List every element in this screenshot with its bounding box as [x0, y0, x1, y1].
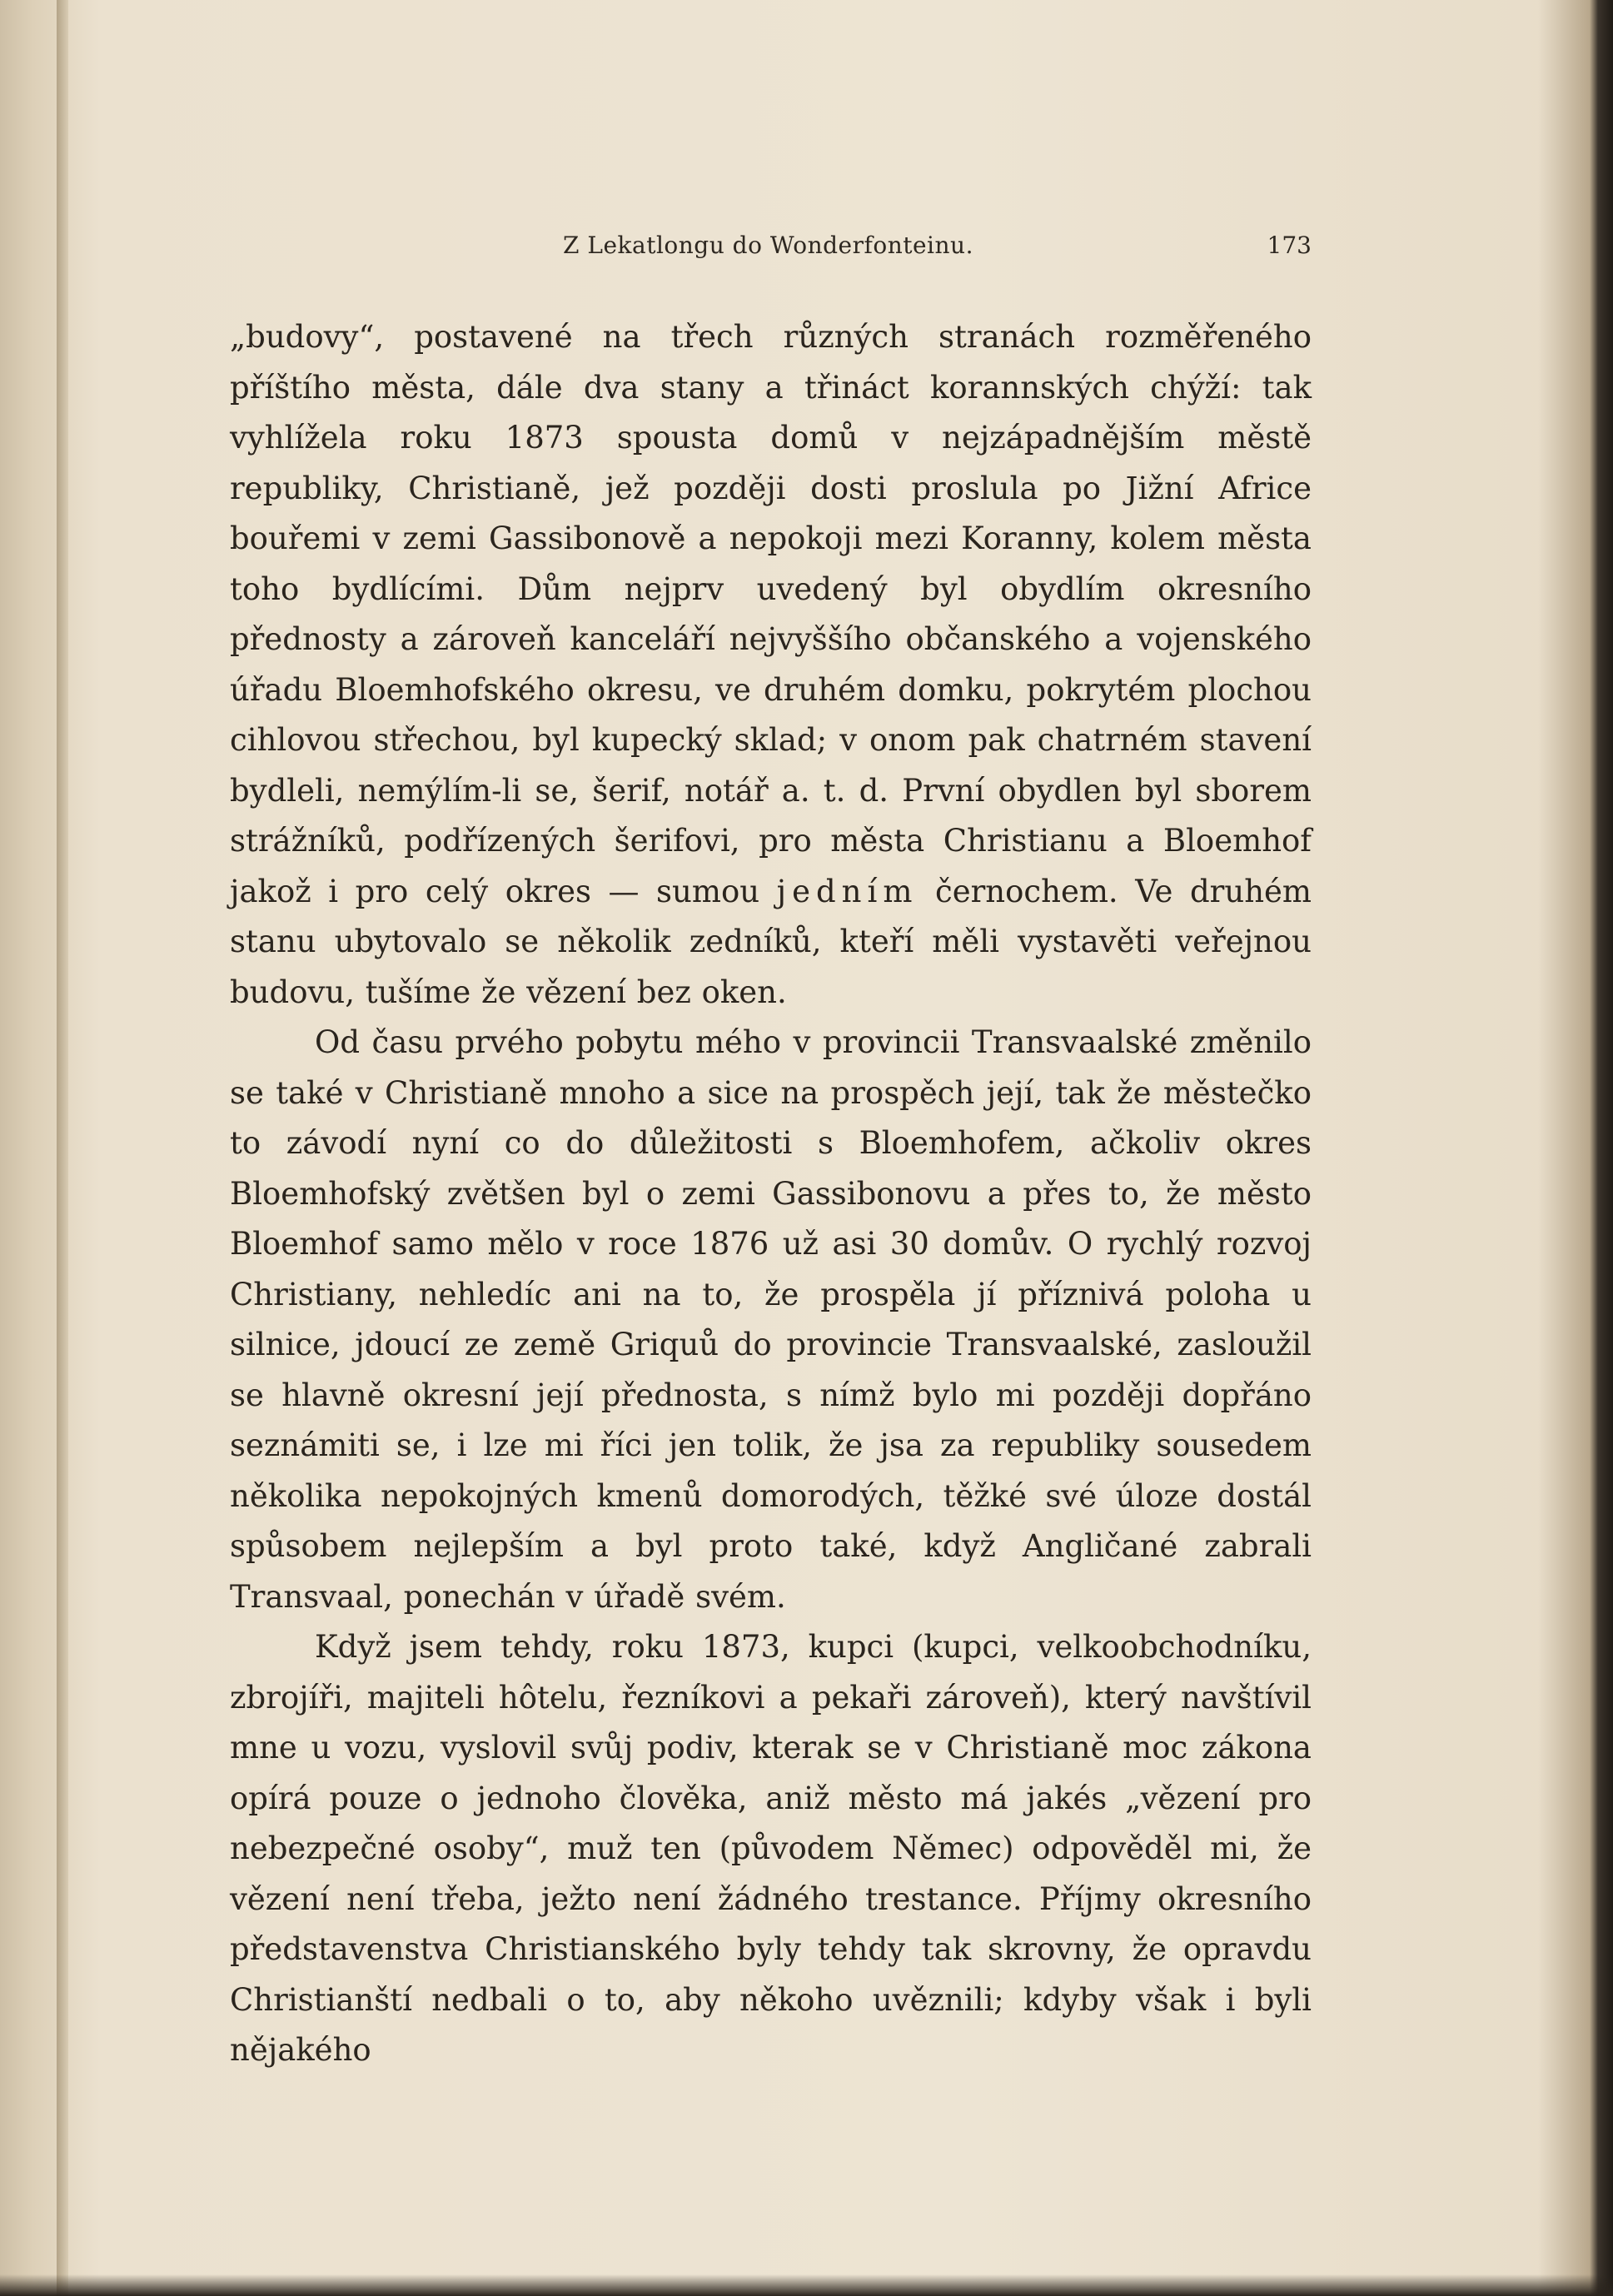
- body-text: [230, 312, 1312, 2076]
- paragraph-1: [230, 312, 1312, 1018]
- page-header: [225, 232, 1312, 265]
- page-edge-shadow: [1538, 0, 1613, 2296]
- paragraph-1-text-end: černochem. Ve druhém stanu ubytovalo se několik zedníků, kteří měli vystavěti veřejnou budovu, tušíme že vězení bez oken.: [230, 873, 1312, 1010]
- emphasized-word: jedním: [776, 873, 919, 909]
- paragraph-1-text: „budovy“, postavené na třech různých stranách rozměřeného příštího města, dále dva stany a třináct korannských chýží: tak vyhlížela roku 1873 spousta domů v nejzápadnějším městě republiky, Christianě, jež později dosti proslula po Jižní Africe bouřemi v zemi Gassibonově a nepokoji mezi Koranny, kolem města toho bydlícími. Dům nejprv uvedený byl obydlím okresního přednosty a zároveň kanceláří nejvyššího občanského a vojenského úřadu Bloemhofského okresu, ve druhém domku, pokrytém plochou cihlovou střechou, byl kupecký sklad; v onom pak chatrném stavení bydleli, nemýlím-li se, šerif, notář a. t. d. První obydlen byl sborem strážníků, podřízených šerifovi, pro města Christianu a Bloemhof jakož i pro celý okres — sumou: [230, 319, 1312, 909]
- paragraph-3: Když jsem tehdy, roku 1873, kupci (kupci, velkoobchodníku, zbrojíři, majiteli hôtelu, řezníkovi a pekaři zároveň), který navštívil mne u vozu, vyslovil svůj podiv, kterak se v Christianě moc zákona opírá pouze o jednoho člověka, aniž město má jakés „vězení pro nebezpečné osoby“, muž ten (původem Němec) odpověděl mi, že vězení není třeba, ježto není žádného trestance. Příjmy okresního představenstva Christianského byly tehdy tak skrovny, že opravdu Christianští nedbali o to, aby někoho uvěznili; kdyby však i byli nějakého: [230, 1629, 1312, 2068]
- page-bottom-shadow: [0, 2274, 1613, 2296]
- running-title: Z Lekatlongu do Wonderfonteinu.: [563, 232, 973, 259]
- page-gutter: [57, 0, 68, 2296]
- page-number: 173: [1267, 232, 1312, 259]
- paragraph-2: Od času prvého pobytu mého v provincii Transvaalské změnilo se také v Christianě mnoho a sice na prospěch její, tak že městečko to závodí nyní co do důležitosti s Bloemhofem, ačkoliv okres Bloemhofský zvětšen byl o zemi Gassibonovu a přes to, že město Bloemhof samo mělo v roce 1876 už asi 30 domův. O rychlý rozvoj Christiany, nehledíc ani na to, že prospěla jí příznivá poloha u silnice, jdoucí ze země Griquů do provincie Transvaalské, zasloužil se hlavně okresní její přednosta, s nímž bylo mi později dopřáno seznámiti se, i lze mi říci jen tolik, že jsa za republiky sousedem několika nepokojných kmenů domorodých, těžké své úloze dostál spůsobem nejlepším a byl proto také, když Angličané zabrali Transvaal, ponechán v úřadě svém.: [230, 1024, 1312, 1615]
